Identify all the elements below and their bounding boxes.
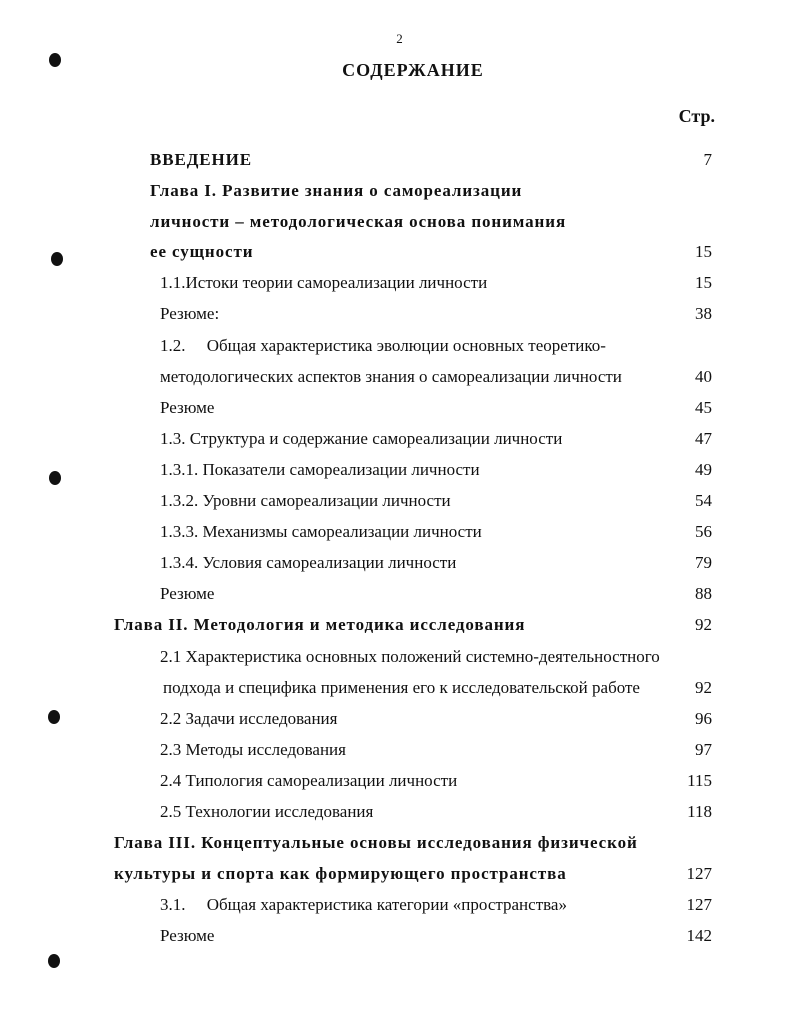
toc-entry-title: 1.1.Истоки теории самореализации личности (160, 273, 488, 292)
toc-entry-page: 47 (695, 429, 712, 448)
toc-entry-page: 79 (695, 553, 712, 572)
toc-entry-page: 127 (686, 864, 712, 883)
toc-entry-page: 96 (695, 709, 712, 728)
toc-entry-page: 127 (686, 895, 712, 914)
toc-entry-title: культуры и спорта как формирующего пространства (114, 864, 567, 883)
toc-entry-page: 92 (695, 678, 712, 697)
punch-hole-mark (49, 53, 61, 67)
toc-entry-title: Глава I. Развитие знания о самореализации (150, 181, 523, 200)
toc-entry-page: 15 (695, 273, 712, 292)
punch-hole-mark (48, 710, 60, 724)
toc-entry-title: 2.3 Методы исследования (160, 740, 346, 759)
toc-entry-title: методологических аспектов знания о самореализации личности (160, 367, 622, 386)
toc-entry-page: 118 (687, 802, 712, 821)
toc-entry-title: подхода и специфика применения его к исследовательской работе (163, 678, 640, 697)
toc-entry-page: 7 (703, 150, 712, 169)
toc-entry-title: ВВЕДЕНИЕ (150, 150, 253, 169)
toc-entry-page: 15 (695, 242, 712, 261)
toc-entry-title: личности – методологическая основа понимания (150, 212, 567, 231)
punch-hole-mark (49, 471, 61, 485)
toc-entry-title: Глава III. Концептуальные основы исследования физической (114, 833, 638, 852)
toc-entry-page: 45 (695, 398, 712, 417)
toc-entry-page: 115 (687, 771, 712, 790)
toc-entry-title: 2.5 Технологии исследования (160, 802, 374, 821)
toc-entry-title: 1.3. Структура и содержание самореализации личности (160, 429, 563, 448)
page-column-label: Стр. (678, 106, 715, 126)
toc-entry-title: 1.3.2. Уровни самореализации личности (160, 491, 451, 510)
toc-entry-title: Резюме: (160, 304, 220, 323)
toc-entry-title: 2.1 Характеристика основных положений системно-деятельностного (160, 647, 660, 666)
toc-entry-title: Глава II. Методология и методика исследования (114, 615, 526, 634)
toc-entry-page: 92 (695, 615, 712, 634)
toc-entry-title: Резюме (160, 584, 215, 603)
toc-entry-title: 2.2 Задачи исследования (160, 709, 338, 728)
toc-entry-page: 142 (686, 926, 712, 945)
toc-entry-title: 3.1. Общая характеристика категории «пространства» (160, 895, 567, 914)
toc-entry-title: Резюме (160, 398, 215, 417)
toc-entry-title: 1.3.1. Показатели самореализации личности (160, 460, 480, 479)
toc-entry-title: ее сущности (150, 242, 254, 261)
toc-entry-page: 49 (695, 460, 712, 479)
punch-hole-mark (51, 252, 63, 266)
toc-entry-page: 56 (695, 522, 712, 541)
toc-entry-page: 40 (695, 367, 712, 386)
toc-entry-title: 2.4 Типология самореализации личности (160, 771, 458, 790)
toc-entry-title: 1.3.3. Механизмы самореализации личности (160, 522, 482, 541)
toc-entry-title: 1.3.4. Условия самореализации личности (160, 553, 457, 572)
page-number: 2 (396, 31, 403, 46)
toc-entry-title: 1.2. Общая характеристика эволюции основных теоретико- (160, 336, 606, 355)
toc-entry-page: 54 (695, 491, 712, 510)
punch-hole-mark (48, 954, 60, 968)
toc-entry-title: Резюме (160, 926, 215, 945)
page-title: СОДЕРЖАНИЕ (342, 60, 484, 80)
toc-entry-page: 38 (695, 304, 712, 323)
toc-entry-page: 88 (695, 584, 712, 603)
toc-entry-page: 97 (695, 740, 712, 759)
